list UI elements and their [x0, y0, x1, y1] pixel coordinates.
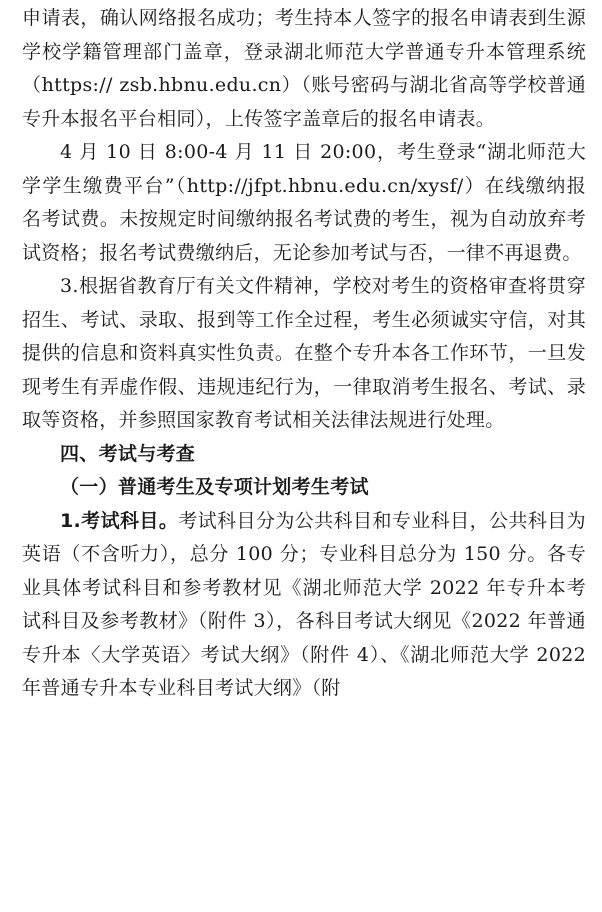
paragraph-payment: 4 月 10 日 8:00-4 月 11 日 20:00，考生登录“湖北师范大学学生缴费平台”（http://jfpt.hbnu.edu.cn/xysf/）在线缴纳报名考试费。未按规定时间缴纳报名考试费的考生，视为自动放弃考试资格；报名考试费缴纳后，无论参加考试与否，一律不再退费。 [22, 141, 586, 264]
section-heading-exam: 四、考试与考查 [60, 442, 196, 465]
exam-subjects-body: 考试科目分为公共科目和专业科目，公共科目为英语（不含听力），总分 100 分；专业科目总分为 150 分。各专业具体考试科目和参考教材见《湖北师范大学 2022 年专升本考试科目及参考教材》（附件 3），各科目考试大纲见《2022 年普通专升本〈大学英语〉考试大纲》（附件 4）、《湖北师范大学 2022 年普通专升本专业科目考试大纲》（附 [22, 509, 586, 699]
paragraph-exam-subjects [22, 505, 586, 706]
paragraph-qualification-review: 3.根据省教育厅有关文件精神，学校对考生的资格审查将贯穿招生、考试、录取、报到等工作全过程，考生必须诚实守信，对其提供的信息和资料真实性负责。在整个专升本各工作环节，一旦发现考生有弄虚作假、违规违纪行为，一律取消考生报名、考试、录取等资格，并参照国家教育考试相关法律法规进行处理。 [22, 275, 586, 431]
exam-subjects-lead: 1.考试科目。 [60, 509, 179, 532]
paragraph-registration-form: 申请表，确认网络报名成功；考生持本人签字的报名申请表到生源学校学籍管理部门盖章，登录湖北师范大学普通专升本管理系统（https:// zsb.hbnu.edu.cn）（账号密码与湖北省高等学校普通专升本报名平台相同），上传签字盖章后的报名申请表。 [22, 7, 586, 130]
subsection-heading-general-exam: （一）普通考生及专项计划考生考试 [60, 476, 369, 498]
